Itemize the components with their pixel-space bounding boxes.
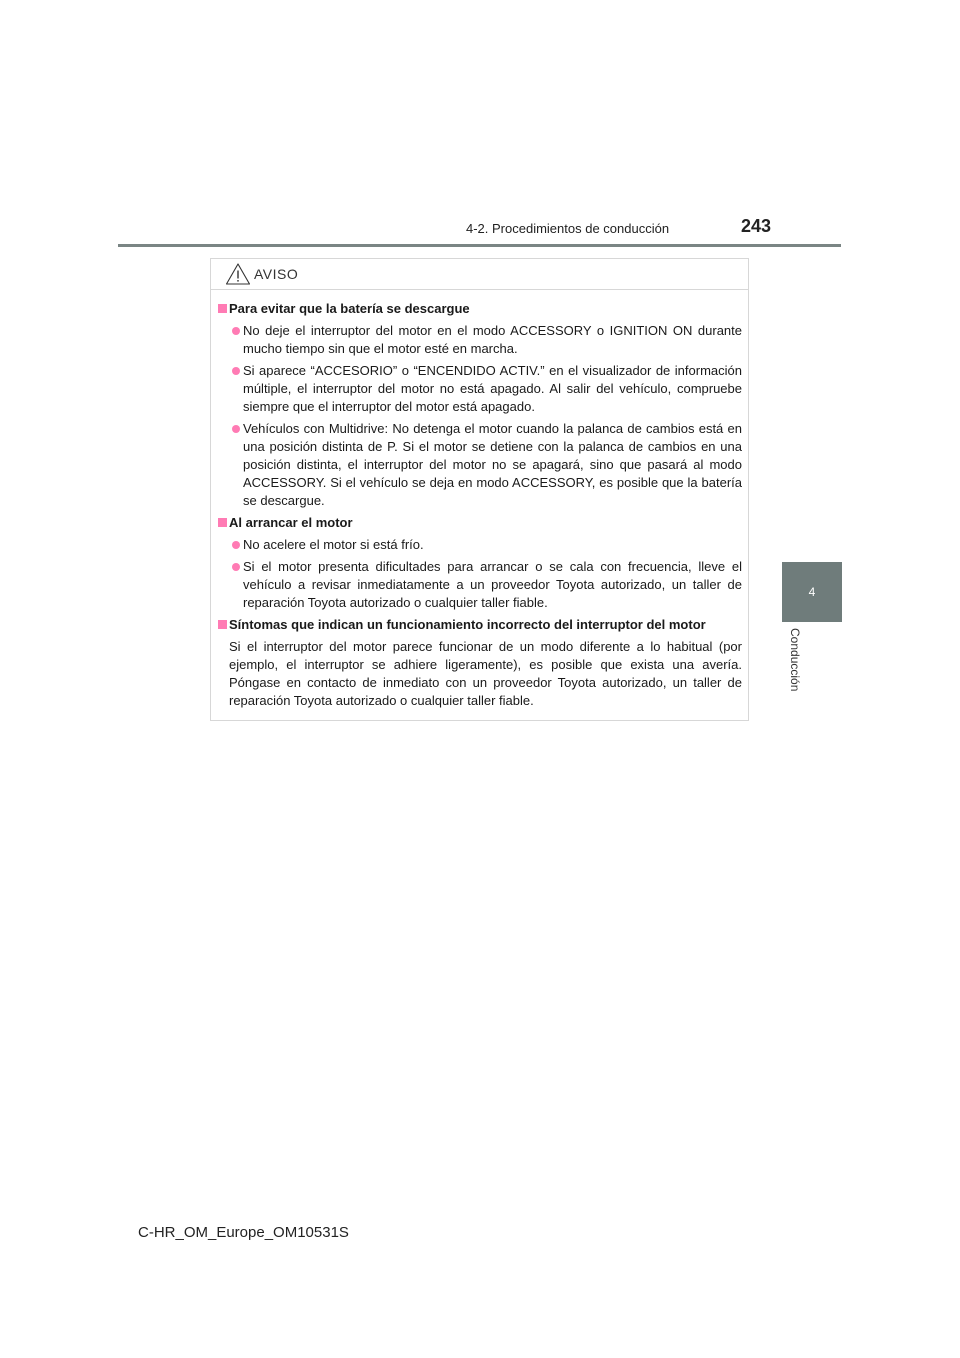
section-heading-text: Síntomas que indican un funcionamiento incorrecto del interruptor del motor: [229, 617, 706, 632]
list-item-text: Vehículos con Multidrive: No detenga el motor cuando la palanca de cambios está en una posición distinta de P. Si el motor se detiene con la palanca de cambios en una posición distinta, el interruptor del motor no se apagará, sino que pasará al modo ACCESSORY. Si el vehículo se deja en modo ACCESSORY, es posible que la batería se descargue.: [243, 421, 742, 508]
warning-triangle-icon: [225, 262, 251, 286]
round-bullet-icon: [232, 367, 240, 375]
page-number: 243: [741, 216, 772, 236]
chapter-number: 4: [808, 585, 816, 599]
section-paragraph: Si el interruptor del motor parece funcionar de un modo diferente a lo habitual (por ejemplo, el interruptor se adhiere ligeramente), es posible que exista una avería. Póngase en contacto de inmediato con un proveedor Toyota autorizado, un taller de reparación Toyota autorizado o cualquier taller fiable.: [229, 639, 742, 708]
section-heading: [217, 616, 742, 634]
warning-title: AVISO: [254, 266, 299, 282]
round-bullet-icon: [232, 327, 240, 335]
list-item: [217, 362, 742, 416]
section-heading-text: Al arrancar el motor: [229, 515, 353, 530]
square-bullet-icon: [218, 518, 227, 527]
section-heading: [217, 300, 742, 318]
list-item-text: Si aparece “ACCESORIO” o “ENCENDIDO ACTIV.” en el visualizador de información múltiple, el interruptor del motor no está apagado. Al salir del vehículo, compruebe siempre que el interruptor del motor está apagado.: [243, 363, 742, 414]
list-item: [217, 536, 742, 554]
chapter-label: [784, 628, 808, 700]
list-item-text: No deje el interruptor del motor en el modo ACCESSORY o IGNITION ON durante mucho tiempo sin que el motor esté en marcha.: [243, 323, 742, 356]
header-section-title: 4-2. Procedimientos de conducción: [466, 221, 670, 236]
warning-body: [211, 290, 748, 710]
footer-doc-id: C-HR_OM_Europe_OM10531S: [138, 1224, 349, 1241]
round-bullet-icon: [232, 563, 240, 571]
round-bullet-icon: [232, 425, 240, 433]
chapter-label-text: Conducción: [788, 628, 802, 692]
list-item: [217, 322, 742, 358]
square-bullet-icon: [218, 304, 227, 313]
list-item-text: Si el motor presenta dificultades para arrancar o se cala con frecuencia, lleve el vehículo a revisar inmediatamente a un proveedor Toyota autorizado, un taller de reparación Toyota autorizado o cualquier taller fiable.: [243, 559, 742, 610]
warning-box: [210, 258, 749, 721]
warning-header: [211, 259, 748, 290]
header-rule: [118, 244, 841, 247]
chapter-tab: [782, 562, 842, 622]
list-item: [217, 558, 742, 612]
list-item: [217, 420, 742, 510]
section-heading: [217, 514, 742, 532]
square-bullet-icon: [218, 620, 227, 629]
list-item-text: No acelere el motor si está frío.: [243, 537, 424, 552]
round-bullet-icon: [232, 541, 240, 549]
section-heading-text: Para evitar que la batería se descargue: [229, 301, 470, 316]
